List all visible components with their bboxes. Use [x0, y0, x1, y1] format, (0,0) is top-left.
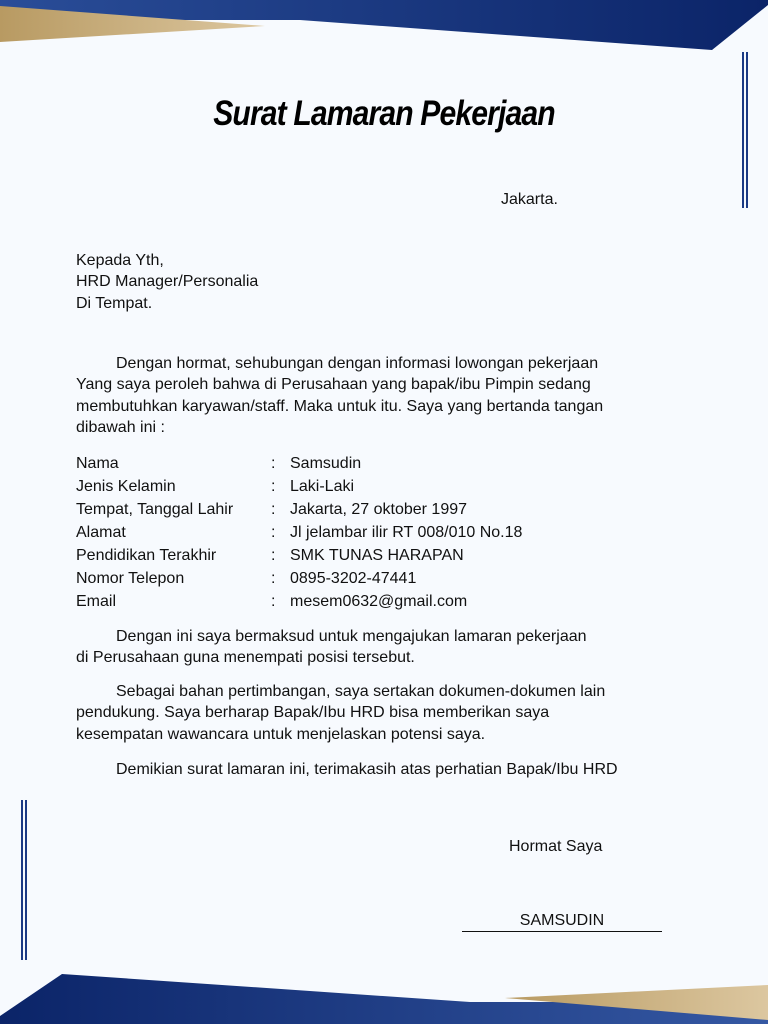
paragraph-line: Dengan hormat, sehubungan dengan informasi lowongan pekerjaan — [116, 355, 599, 372]
paragraph-line: di Perusahaan guna menempati posisi tersebut. — [76, 649, 415, 667]
field-label: Pendidikan Terakhir — [76, 547, 217, 564]
recipient-line: Di Tempat. — [76, 294, 153, 312]
right-line-outer — [742, 52, 744, 208]
field-colon: : — [271, 478, 276, 495]
signature-name: SAMSUDIN — [519, 912, 605, 929]
field-colon: : — [271, 455, 276, 472]
field-colon: : — [271, 547, 276, 564]
closing-salutation: Hormat Saya — [509, 838, 603, 855]
field-label: Email — [76, 593, 117, 610]
letter-place: Jakarta. — [501, 191, 558, 208]
paragraph-line: Demikian surat lamaran ini, terimakasih atas perhatian Bapak/Ibu HRD — [116, 761, 618, 778]
field-value: Jl jelambar ilir RT 008/010 No.18 — [290, 524, 523, 541]
field-label: Nama — [76, 455, 119, 472]
paragraph-line: dibawah ini : — [76, 418, 165, 436]
paragraph-line: Sebagai bahan pertimbangan, saya sertakan dokumen-dokumen lain — [116, 683, 606, 700]
left-line-inner — [25, 800, 27, 960]
left-line-outer — [21, 800, 23, 960]
field-label: Tempat, Tanggal Lahir — [76, 501, 234, 518]
field-label: Nomor Telepon — [76, 570, 185, 587]
field-colon: : — [271, 570, 276, 587]
recipient-block — [76, 250, 258, 314]
paragraph-line: Yang saya peroleh bahwa di Perusahaan yang bapak/ibu Pimpin sedang — [76, 376, 591, 394]
paragraph-line: membutuhkan karyawan/staff. Maka untuk itu. Saya yang bertanda tangan — [76, 397, 604, 415]
consideration-paragraph — [76, 681, 605, 745]
right-line-inner — [746, 52, 748, 208]
field-colon: : — [271, 593, 276, 610]
recipient-line: HRD Manager/Personalia — [76, 273, 259, 291]
field-value: mesem0632@gmail.com — [290, 593, 468, 610]
field-value: 0895-3202-47441 — [290, 570, 417, 587]
intro-paragraph — [76, 353, 603, 438]
field-label: Jenis Kelamin — [76, 478, 176, 495]
field-value: Samsudin — [290, 455, 362, 472]
paragraph-line: kesempatan wawancara untuk menjelaskan potensi saya. — [76, 725, 486, 743]
closing-paragraph — [76, 759, 618, 780]
recipient-line: Kepada Yth, — [76, 252, 164, 269]
paragraph-line: Dengan ini saya bermaksud untuk mengajukan lamaran pekerjaan — [116, 628, 587, 645]
field-colon: : — [271, 501, 276, 518]
field-value: SMK TUNAS HARAPAN — [290, 547, 464, 564]
field-value: Laki-Laki — [290, 478, 355, 495]
purpose-paragraph — [76, 626, 587, 669]
field-label: Alamat — [76, 524, 126, 541]
signature-line — [462, 931, 662, 932]
paragraph-line: pendukung. Saya berharap Bapak/Ibu HRD bisa memberikan saya — [76, 704, 550, 722]
field-value: Jakarta, 27 oktober 1997 — [290, 501, 468, 518]
letter-title: Surat Lamaran Pekerjaan — [213, 94, 555, 133]
field-colon: : — [271, 524, 276, 541]
